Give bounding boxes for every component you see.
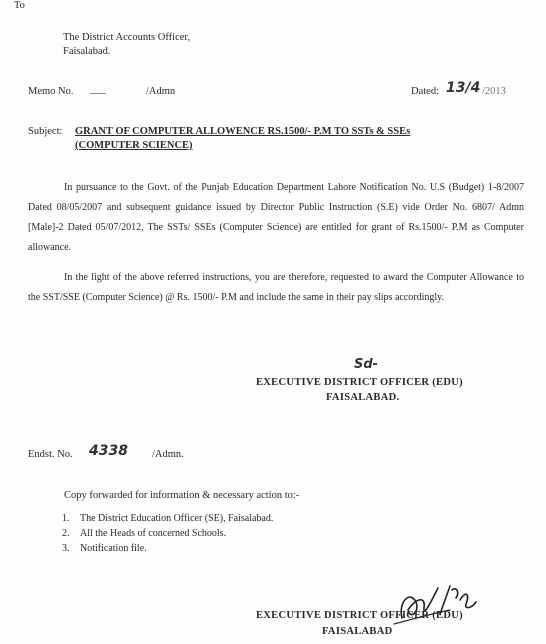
list-item-number: 2. (62, 528, 70, 539)
memo-suffix: /Admn (146, 86, 176, 97)
handwritten-signature (380, 580, 500, 632)
memo-blank: ___ (90, 84, 106, 95)
memo-label: Memo No. (28, 86, 74, 97)
subject-label: Subject: (28, 126, 63, 137)
list-item (62, 541, 273, 556)
list-item (62, 526, 273, 541)
endorsement-label: Endst. No. (28, 449, 73, 460)
list-item (62, 511, 273, 526)
signature-1-title: EXECUTIVE DISTRICT OFFICER (EDU) (256, 377, 463, 388)
list-item-text: Notification file. (80, 543, 147, 554)
list-item-text: The District Education Officer (SE), Faisalabad. (80, 513, 274, 524)
copy-forwarded-text: Copy forwarded for information & necessary action to:- (64, 490, 300, 501)
addressee-line-1: The District Accounts Officer, (63, 32, 191, 43)
recipient-list (62, 511, 273, 556)
body-paragraph-2-text: In the light of the above referred instructions, you are therefore, requested to award the Computer Allowance to the SST/SSE (Computer Science) @ Rs. 1500/- P.M and include the same in their pay slips accordingly. (28, 272, 524, 303)
signature-mark: Sd- (354, 357, 379, 372)
body-paragraph-1 (28, 178, 524, 258)
endorsement-number: 4338 (89, 443, 128, 459)
dated-year: /2013 (482, 86, 506, 97)
endorsement-suffix: /Admn. (152, 449, 184, 460)
subject-line-2: (COMPUTER SCIENCE) (75, 140, 193, 151)
list-item-text: All the Heads of concerned Schools. (80, 528, 227, 539)
to-label: To (14, 0, 25, 11)
list-item-number: 1. (62, 513, 70, 524)
subject-line-1: GRANT OF COMPUTER ALLOWENCE RS.1500/- P.M TO SSTs & SSEs (75, 126, 411, 137)
addressee-line-2: Faisalabad. (63, 46, 111, 57)
signature-2-title: EXECUTIVE DISTRICT OFFICER (EDU) (256, 610, 463, 621)
body-paragraph-2 (28, 268, 524, 308)
list-item-number: 3. (62, 543, 70, 554)
dated-handwritten: 13/4 (446, 80, 481, 96)
signature-1-place: FAISALABAD. (326, 392, 400, 403)
body-paragraph-1-text: In pursuance to the Govt. of the Punjab Education Department Lahore Notification No. U.S (Budget) 1-8/2007 Dated 08/05/2007 and subsequent guidance issued by Director Public Instruction (S.E) vide Order No. 6807/ Admn [Male]-2 Dated 05/07/2012, The SSTs/ SSEs (Computer Science) are entitled for grant of Rs.1500/- P.M as Computer allowance. (28, 182, 524, 253)
signature-2-place: FAISALABAD (322, 626, 393, 637)
dated-label: Dated: (411, 86, 439, 97)
